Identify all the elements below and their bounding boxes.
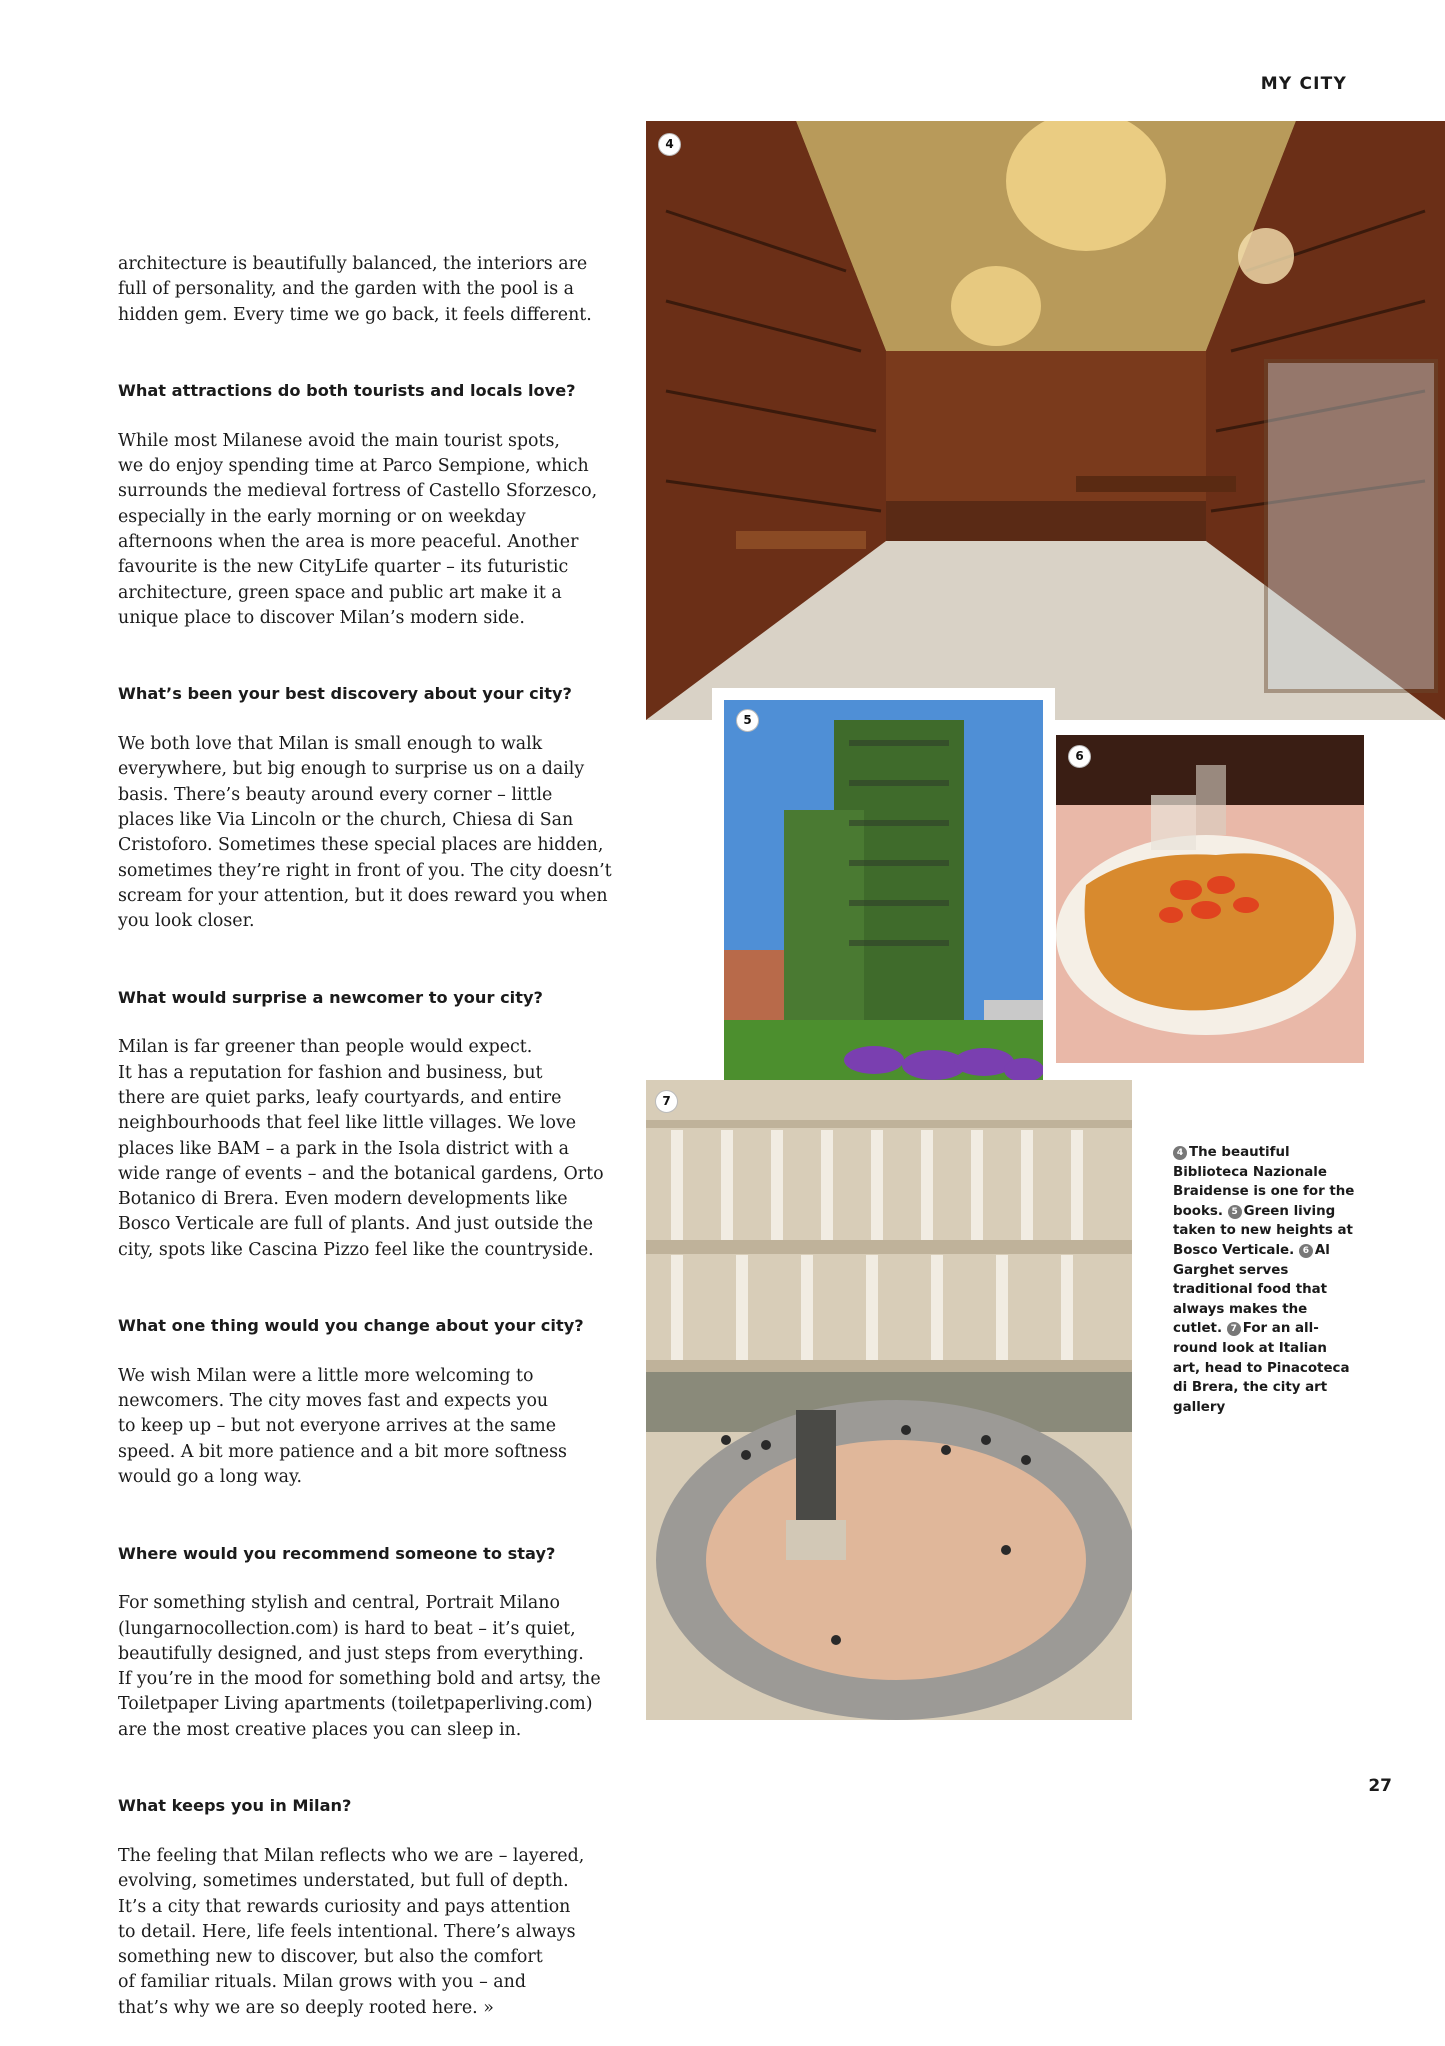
photo-number-badge: 4 [658,133,681,156]
photo-number-badge: 5 [736,709,759,732]
brera-courtyard-illustration [646,1080,1132,1720]
qa-block [118,1768,623,2021]
caption-text: The beautiful Biblioteca Nazionale Braidense is one for the books. [1173,1145,1355,1219]
question-heading: Where would you recommend someone to stay? [118,1543,556,1563]
article-body [118,252,623,2046]
section-tag: MY CITY [1260,74,1347,94]
caption-text: For an all-round look at Italian art, head to Pinacoteca di Brera, the city art gallery [1173,1321,1350,1415]
answer-text: The feeling that Milan reflects who we are – layered, evolving, sometimes understated, but full of depth. It’s a city that rewards curiosity and pays attention to detail. Here, life feels intentional. There’s always something new to discover, but also the comfort of familiar rituals. Milan grows with you – and that’s why we are so deeply rooted here. » [118,1845,585,2018]
question-heading: What attractions do both tourists and locals love? [118,381,576,401]
caption-number: 6 [1299,1244,1313,1258]
answer-text: We both love that Milan is small enough to walk everywhere, but big enough to surprise us on a daily basis. There’s beauty around every corner – little places like Via Lincoln or the church, Chiesa di San Cristoforo. Sometimes these special places are hidden, sometimes they’re right in front of you. The city doesn’t scream for your attention, but it does reward you when you look closer. [118,734,612,932]
caption-text: Al Garghet serves traditional food that always makes the cutlet. [1173,1242,1330,1337]
question-heading: What’s been your best discovery about your city? [118,684,572,704]
qa-block [118,656,623,934]
photo-captions [1173,1143,1358,1417]
page-number: 27 [1368,1776,1392,1796]
caption-number: 4 [1173,1146,1187,1160]
qa-block [118,959,623,1263]
bosco-verticale-illustration [724,700,1043,1092]
answer-text: While most Milanese avoid the main tourist spots, we do enjoy spending time at Parco Sempione, which surrounds the medieval fortress of Castello Sforzesco, especially in the early morning or on weekday afternoons when the area is more peaceful. Another favourite is the new CityLife quarter – its futuristic architecture, green space and public art make it a unique place to discover Milan’s modern side. [118,430,598,628]
qa-block [118,353,623,631]
photo-brera-courtyard [646,1080,1132,1720]
answer-text: Milan is far greener than people would expect. It has a reputation for fashion and business, but there are quiet parks, leafy courtyards, and entire neighbourhoods that feel like little villages. We love places like BAM – a park in the Isola district with a wide range of events – and the botanical gardens, Orto Botanico di Brera. Even modern developments like Bosco Verticale are full of plants. And just outside the city, spots like Cascina Pizzo feel like the countryside. [118,1037,604,1260]
qa-block [118,1288,623,1490]
answer-text: For something stylish and central, Portrait Milano (lungarnocollection.com) is hard to beat – it’s quiet, beautifully designed, and just steps from everything. If you’re in the mood for something bold and artsy, the Toiletpaper Living apartments (toiletpaperliving.com) are the most creative places you can sleep in. [118,1593,601,1740]
photo-bosco-verticale [712,688,1055,1104]
caption-number: 5 [1228,1205,1242,1219]
intro-paragraph: architecture is beautifully balanced, the interiors are full of personality, and the garden with the pool is a hidden gem. Every time we go back, it feels different. [118,254,592,325]
cutlet-illustration [1056,735,1364,1063]
library-illustration [646,121,1445,720]
question-heading: What keeps you in Milan? [118,1796,352,1816]
photo-number-badge: 7 [655,1090,678,1113]
photo-number-badge: 6 [1068,745,1091,768]
caption-number: 7 [1227,1322,1241,1336]
photo-cutlet [1056,735,1364,1063]
caption-text: Green living taken to new heights at Bosco Verticale. [1173,1203,1353,1258]
answer-text: We wish Milan were a little more welcoming to newcomers. The city moves fast and expects you to keep up – but not everyone arrives at the same speed. A bit more patience and a bit more softness would go a long way. [118,1365,567,1488]
photo-library [646,121,1445,720]
qa-block [118,1515,623,1743]
question-heading: What would surprise a newcomer to your city? [118,987,543,1007]
question-heading: What one thing would you change about your city? [118,1316,584,1336]
